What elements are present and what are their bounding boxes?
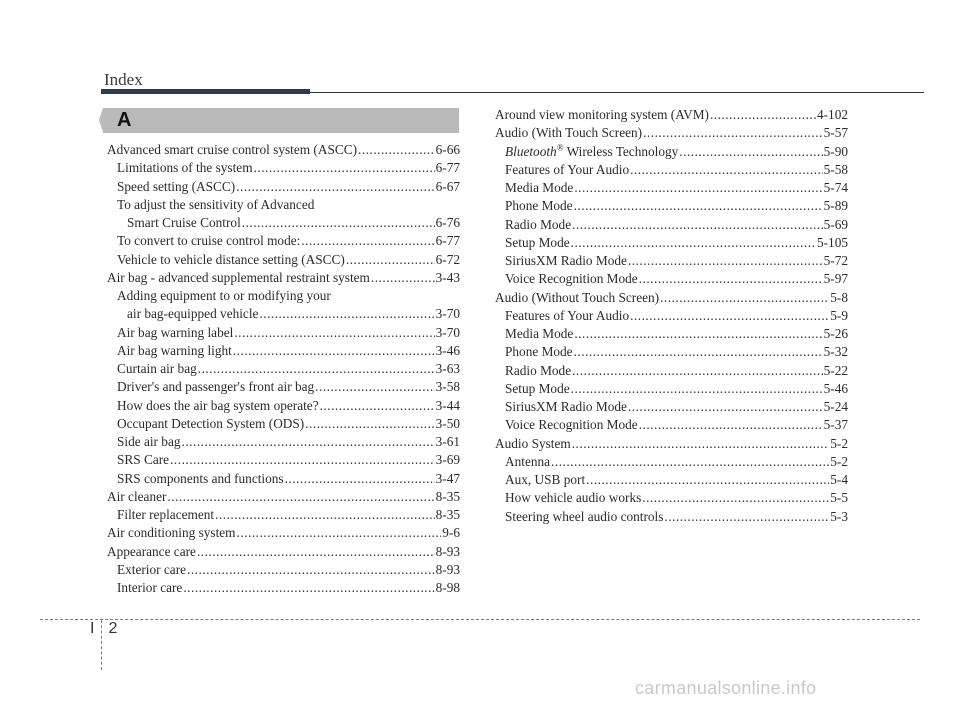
index-entry[interactable] xyxy=(495,252,848,270)
index-entry-label: Air cleaner xyxy=(107,488,167,504)
index-entry-page: 5-2 xyxy=(830,435,848,451)
index-entry[interactable] xyxy=(495,234,848,252)
dot-leader xyxy=(259,305,434,323)
dot-leader xyxy=(642,489,829,507)
dot-leader xyxy=(710,106,816,124)
index-entry[interactable] xyxy=(107,488,460,506)
index-entry[interactable] xyxy=(495,179,848,197)
index-entry-page: 3-43 xyxy=(435,269,460,285)
header-rule-thin xyxy=(310,92,924,93)
index-entry-page: 5-4 xyxy=(830,472,848,487)
index-entry-label: Setup Mode xyxy=(505,380,570,396)
index-entry[interactable] xyxy=(495,508,848,526)
index-entry-label: Air conditioning system xyxy=(107,525,236,541)
index-entry-page: 8-93 xyxy=(435,543,460,559)
dot-leader xyxy=(242,214,435,232)
index-entry[interactable] xyxy=(495,325,848,343)
index-entry-page: 5-90 xyxy=(823,143,848,159)
dot-leader xyxy=(315,378,434,396)
index-entry-page: 5-9 xyxy=(830,307,848,323)
dot-leader xyxy=(630,307,829,325)
index-entry-page: 8-35 xyxy=(435,488,460,504)
index-entry[interactable] xyxy=(107,305,460,323)
index-entry[interactable] xyxy=(107,415,460,433)
index-entry[interactable] xyxy=(495,453,848,471)
dot-leader xyxy=(572,435,830,453)
index-entry[interactable] xyxy=(107,433,460,451)
dot-leader xyxy=(254,159,435,177)
index-entry-label: Limitations of the system xyxy=(117,160,253,176)
index-entry[interactable] xyxy=(107,506,460,524)
index-entry[interactable] xyxy=(495,416,848,434)
index-entry[interactable] xyxy=(495,380,848,398)
dot-leader xyxy=(170,451,435,469)
index-entry[interactable] xyxy=(495,307,848,325)
dot-leader xyxy=(572,216,823,234)
index-entry[interactable] xyxy=(107,214,460,232)
index-entry-page: 3-70 xyxy=(435,324,460,340)
index-entry[interactable] xyxy=(107,251,460,269)
index-entry[interactable] xyxy=(495,471,848,489)
index-entry-label: SiriusXM Radio Mode xyxy=(505,253,627,268)
index-entry-label: Voice Recognition Mode xyxy=(505,417,638,433)
dot-leader xyxy=(574,343,823,361)
index-entry-label: Appearance care xyxy=(107,543,196,559)
index-entry-label: Audio (Without Touch Screen) xyxy=(495,289,660,305)
index-entry-label: Setup Mode xyxy=(505,234,570,250)
index-entry[interactable] xyxy=(495,216,848,234)
dot-leader xyxy=(571,234,816,252)
index-entry-label: Driver's and passenger's front air bag xyxy=(117,379,315,395)
index-entry-label-italic: Bluetooth xyxy=(505,143,557,159)
dot-leader xyxy=(574,325,822,343)
index-entry-page: 5-24 xyxy=(823,399,848,414)
index-entry[interactable] xyxy=(107,524,460,542)
index-entry-label: How vehicle audio works xyxy=(505,490,642,506)
index-entry-page: 6-67 xyxy=(435,178,460,194)
index-entry-label: Side air bag xyxy=(117,434,181,449)
dot-leader xyxy=(285,470,435,488)
footer-rule xyxy=(40,619,920,620)
index-entry-page: 5-46 xyxy=(823,380,848,396)
index-entry[interactable] xyxy=(107,561,460,579)
index-entry-label: Speed setting (ASCC) xyxy=(117,178,236,194)
index-entry-page: 5-22 xyxy=(823,362,848,378)
index-entry-label: Features of Your Audio xyxy=(505,161,630,177)
index-entry-page: 3-70 xyxy=(435,306,460,322)
index-entry-label: Steering wheel audio controls xyxy=(505,508,664,524)
dot-leader xyxy=(639,270,823,288)
index-entry-page: 5-97 xyxy=(823,271,848,287)
index-entry-page: 3-63 xyxy=(435,361,460,376)
index-entry-label: Media Mode xyxy=(505,180,574,195)
index-entry[interactable] xyxy=(495,197,848,215)
index-entry-page: 3-47 xyxy=(435,470,460,486)
dot-leader xyxy=(305,415,434,433)
index-entry-page: 5-3 xyxy=(830,508,848,524)
page-num: 2 xyxy=(108,620,118,637)
index-entry[interactable] xyxy=(107,178,460,196)
index-entry-label: Radio Mode xyxy=(505,362,572,378)
dot-leader xyxy=(664,508,829,526)
index-entry[interactable] xyxy=(495,124,848,142)
dot-leader xyxy=(628,252,823,270)
registered-mark: ® xyxy=(556,142,564,153)
index-entry-label: Air bag warning label xyxy=(117,324,234,340)
dot-leader xyxy=(371,269,435,287)
index-entry-page: 5-57 xyxy=(823,125,848,141)
index-entry-page: 3-58 xyxy=(435,379,460,395)
dot-leader xyxy=(301,232,434,250)
index-entry[interactable] xyxy=(107,159,460,177)
index-entry-page: 5-32 xyxy=(823,344,848,360)
dot-leader xyxy=(571,380,823,398)
index-entry-page: 8-93 xyxy=(435,561,460,577)
index-entry[interactable] xyxy=(107,232,460,250)
page-title: Index xyxy=(104,70,143,89)
index-entry-page: 6-76 xyxy=(435,215,460,230)
index-entry-page: 5-105 xyxy=(816,234,848,250)
dot-leader xyxy=(660,289,829,307)
index-entry-page: 6-77 xyxy=(435,233,460,249)
index-entry[interactable] xyxy=(495,161,848,179)
index-entry-label: Smart Cruise Control xyxy=(127,215,241,230)
dot-leader xyxy=(320,397,435,415)
index-entry-label: Phone Mode xyxy=(505,344,573,360)
dot-leader xyxy=(572,362,823,380)
dot-leader xyxy=(234,324,434,342)
index-entry-page: 6-72 xyxy=(435,251,460,267)
index-entry-page: 5-5 xyxy=(830,490,848,506)
index-entry[interactable] xyxy=(107,451,460,469)
dot-leader xyxy=(679,143,822,161)
dot-leader xyxy=(182,433,435,451)
index-entry[interactable] xyxy=(495,435,848,453)
index-entry-page: 5-2 xyxy=(830,453,848,469)
dot-leader xyxy=(643,124,823,142)
dot-leader xyxy=(167,488,434,506)
index-entry-page: 8-98 xyxy=(435,580,460,595)
index-entry-label: Phone Mode xyxy=(505,198,573,214)
dot-leader xyxy=(574,179,822,197)
index-entry-label: To convert to cruise control mode: xyxy=(117,233,301,249)
index-entry-label: Filter replacement xyxy=(117,507,215,522)
index-entry-page: 6-66 xyxy=(435,142,460,157)
index-entry-label: Features of Your Audio xyxy=(505,307,630,323)
watermark: carmanualsonline.info xyxy=(635,678,817,698)
index-entry[interactable] xyxy=(495,343,848,361)
index-entry-page: 3-44 xyxy=(435,397,460,413)
index-entry[interactable] xyxy=(495,270,848,288)
index-entry-label: SiriusXM Radio Mode xyxy=(505,399,627,414)
index-entry-page: 5-8 xyxy=(830,289,848,305)
index-entry-label: Air bag warning light xyxy=(117,342,232,358)
index-entry[interactable] xyxy=(107,543,460,561)
index-entry[interactable] xyxy=(107,360,460,378)
index-entry[interactable] xyxy=(495,362,848,380)
index-entry[interactable] xyxy=(107,378,460,396)
index-column-right xyxy=(495,106,848,526)
dot-leader xyxy=(215,506,435,524)
index-entry-page: 5-74 xyxy=(823,180,848,195)
index-entry[interactable] xyxy=(107,397,460,415)
index-entry-label: air bag-equipped vehicle xyxy=(127,306,259,322)
page-section: I xyxy=(90,620,95,637)
section-header-bar xyxy=(103,108,459,133)
index-entry-page: 4-102 xyxy=(816,107,848,122)
index-entry-label-rest: Wireless Technology xyxy=(563,143,679,159)
dot-leader xyxy=(197,543,435,561)
index-entry-label: Air bag - advanced supplemental restraint system xyxy=(107,269,370,285)
dot-leader xyxy=(551,453,829,471)
index-entry-page: 3-69 xyxy=(435,452,460,468)
dot-leader xyxy=(630,161,823,179)
index-entry-label: Around view monitoring system (AVM) xyxy=(495,107,709,122)
section-letter: A xyxy=(117,109,132,131)
dot-leader xyxy=(346,251,435,269)
index-entry-page: 3-50 xyxy=(435,415,460,431)
index-entry-text: Adding equipment to or modifying your xyxy=(117,288,331,303)
index-entry-label: Exterior care xyxy=(117,561,187,577)
index-entry-label: Antenna xyxy=(505,453,551,469)
index-entry-label: Advanced smart cruise control system (ASCC) xyxy=(107,142,358,157)
index-entry-label: Media Mode xyxy=(505,326,574,341)
index-entry-page: 6-77 xyxy=(435,160,460,176)
index-entry-page: 5-58 xyxy=(823,161,848,177)
index-entry-page: 5-26 xyxy=(823,326,848,341)
index-entry-label: SRS components and functions xyxy=(117,470,284,486)
index-entry-label xyxy=(505,143,678,161)
index-entry[interactable] xyxy=(107,342,460,360)
index-entry[interactable] xyxy=(495,106,848,124)
index-entry-label: Audio (With Touch Screen) xyxy=(495,125,643,141)
index-entry[interactable] xyxy=(107,324,460,342)
index-entry-page: 3-46 xyxy=(435,342,460,358)
dot-leader xyxy=(358,141,435,159)
index-entry-page: 3-61 xyxy=(435,434,460,449)
index-entry-page: 5-89 xyxy=(823,198,848,214)
index-entry-label: Occupant Detection System (ODS) xyxy=(117,415,305,431)
index-entry-page: 8-35 xyxy=(435,507,460,522)
index-entry-page: 5-72 xyxy=(823,253,848,268)
dot-leader xyxy=(639,416,823,434)
dot-leader xyxy=(236,178,434,196)
dot-leader xyxy=(198,360,435,378)
index-entry-label: Vehicle to vehicle distance setting (ASCC) xyxy=(117,251,345,267)
index-entry[interactable] xyxy=(495,489,848,507)
dot-leader xyxy=(187,561,435,579)
index-entry[interactable] xyxy=(107,269,460,287)
index-entry-label: How does the air bag system operate? xyxy=(117,397,319,413)
index-entry-label: Audio System xyxy=(495,435,571,451)
index-entry[interactable] xyxy=(495,289,848,307)
index-column-left xyxy=(107,141,460,597)
index-entry[interactable] xyxy=(107,579,460,597)
index-entry-label: Voice Recognition Mode xyxy=(505,271,638,287)
dot-leader xyxy=(183,579,434,597)
index-entry[interactable] xyxy=(495,143,848,161)
index-entry-label: SRS Care xyxy=(117,452,170,468)
index-entry-page: 5-37 xyxy=(823,417,848,433)
index-entry-text: To adjust the sensitivity of Advanced xyxy=(117,196,315,212)
dot-leader xyxy=(574,197,823,215)
dot-leader xyxy=(628,398,823,416)
index-entry-label: Interior care xyxy=(117,580,183,595)
index-entry[interactable] xyxy=(495,398,848,416)
page-number xyxy=(90,620,117,638)
dot-leader xyxy=(586,471,829,489)
dot-leader xyxy=(237,524,442,542)
index-entry-label: Aux, USB port xyxy=(505,472,586,487)
index-entry-label: Radio Mode xyxy=(505,216,572,232)
index-entry[interactable] xyxy=(107,470,460,488)
header-rule-thick xyxy=(101,89,310,94)
index-entry-label: Curtain air bag xyxy=(117,361,197,376)
index-entry[interactable] xyxy=(107,141,460,159)
index-entry-page: 5-69 xyxy=(823,216,848,232)
dot-leader xyxy=(233,342,435,360)
index-entry-page: 9-6 xyxy=(442,525,460,541)
